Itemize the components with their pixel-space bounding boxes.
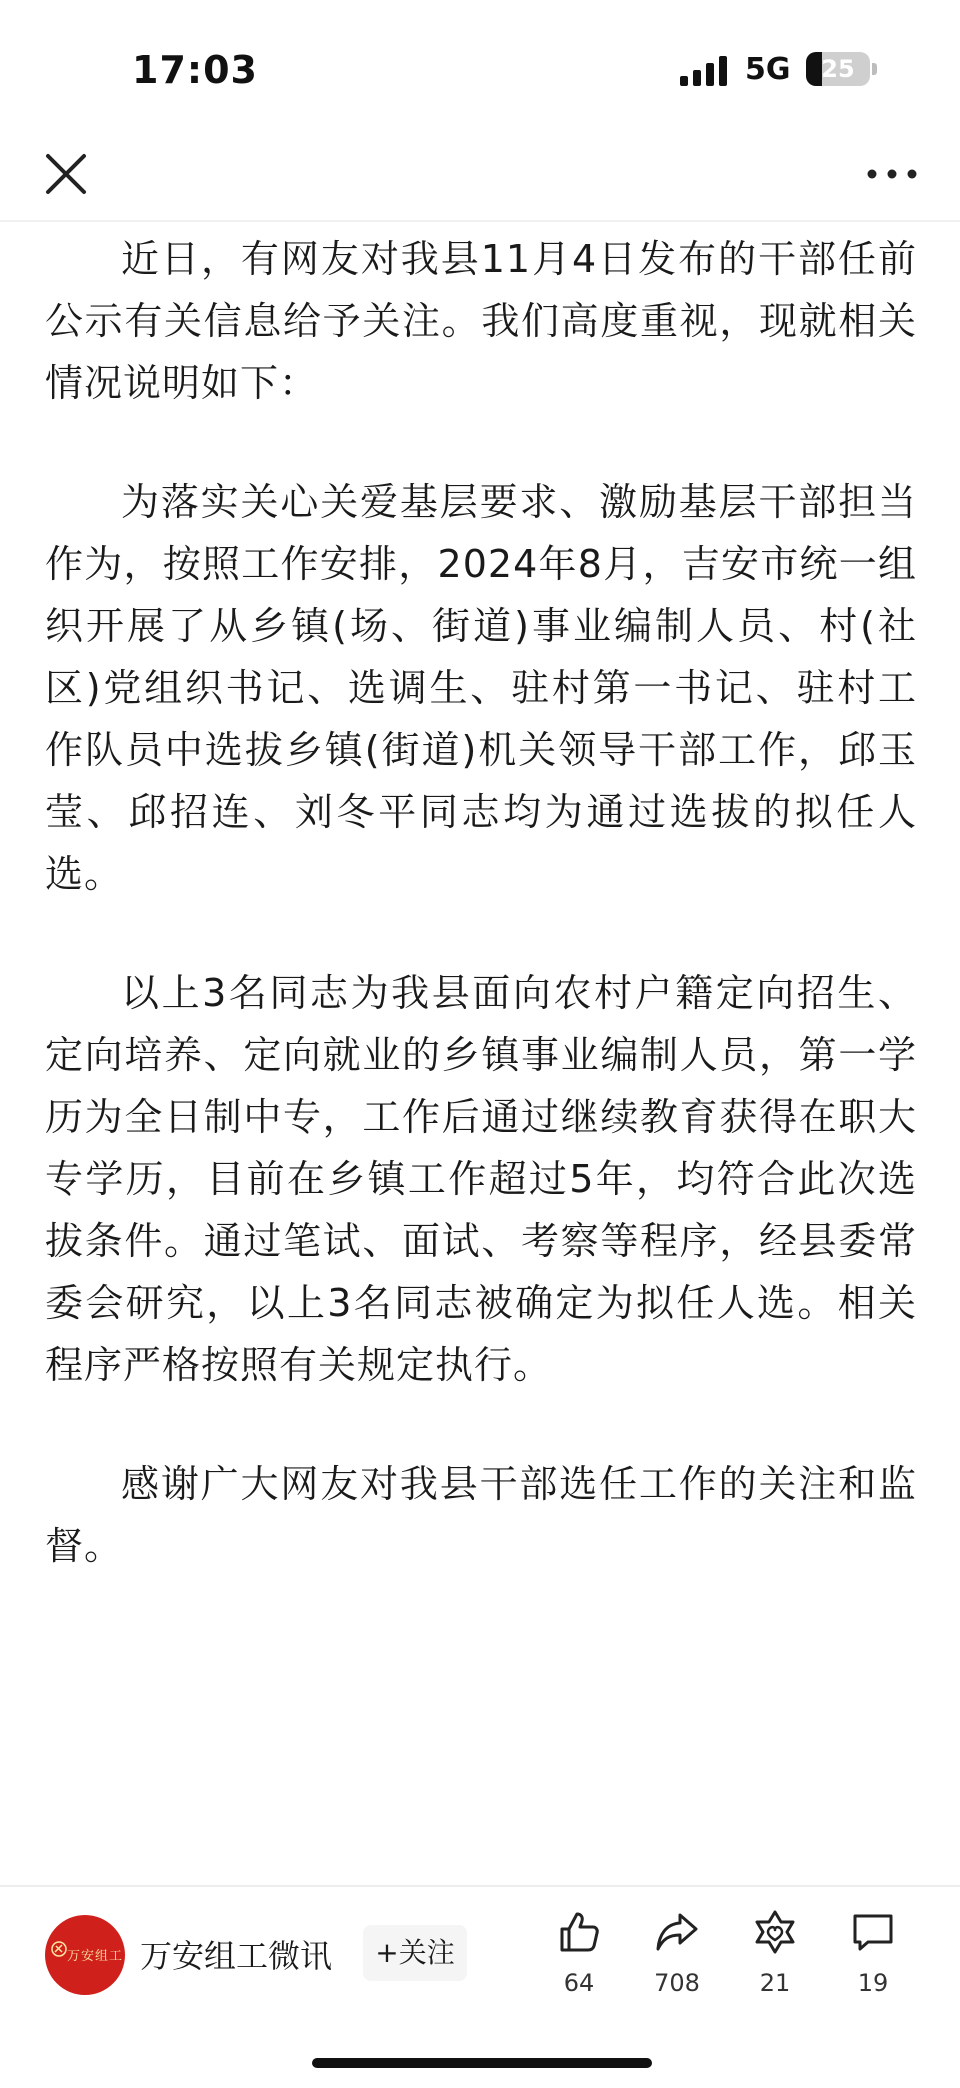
article-paragraph: 近日，有网友对我县11月4日发布的干部任前公示有关信息给予关注。我们高度重视，现就相关情况说明如下： [45, 237, 917, 405]
recommend-icon [752, 1909, 798, 1955]
share-count: 708 [654, 1969, 700, 1997]
recommend-count: 21 [759, 1969, 791, 1997]
more-icon[interactable] [862, 154, 922, 194]
nav-bar [0, 140, 960, 222]
article-body [45, 228, 917, 1634]
article-paragraph: 以上3名同志为我县面向农村户籍定向招生、定向培养、定向就业的乡镇事业编制人员，第一学历为全日制中专，工作后通过继续教育获得在职大专学历，目前在乡镇工作超过5年，均符合此次选拔条件。通过笔试、面试、考察等程序，经县委常委会研究，以上3名同志被确定为拟任人选。相关程序严格按照有关规定执行。 [45, 971, 917, 1387]
avatar-text: 万安组工 [67, 1949, 124, 1964]
network-type: 5G [745, 52, 791, 87]
recommend-button[interactable] [730, 1909, 820, 1997]
account-name[interactable]: 万安组工微讯 [140, 1937, 333, 1975]
status-time: 17:03 [132, 48, 258, 92]
comment-button[interactable] [828, 1909, 918, 1997]
battery-icon [806, 52, 870, 86]
share-icon [654, 1909, 700, 1955]
like-count: 64 [563, 1969, 595, 1997]
comment-icon [850, 1909, 896, 1955]
account-avatar[interactable] [45, 1915, 125, 1995]
article-paragraph: 为落实关心关爱基层要求、激励基层干部担当作为，按照工作安排，2024年8月，吉安市统一组织开展了从乡镇(场、街道)事业编制人员、村(社区)党组织书记、选调生、驻村第一书记、驻村工作队员中选拔乡镇(街道)机关领导干部工作，邱玉莹、邱招连、刘冬平同志均为通过选拔的拟任人选。 [45, 480, 917, 896]
like-button[interactable] [534, 1909, 624, 1997]
bottom-action-bar [0, 1885, 960, 2088]
battery-cap [872, 63, 877, 75]
follow-button[interactable]: +关注 [363, 1925, 467, 1981]
status-bar [0, 0, 960, 140]
comment-count: 19 [857, 1969, 889, 1997]
battery-level: 25 [821, 55, 855, 83]
thumbs-up-icon [556, 1909, 602, 1955]
share-button[interactable] [632, 1909, 722, 1997]
signal-icon [680, 56, 730, 86]
party-emblem-icon [51, 1941, 67, 1957]
home-indicator[interactable] [312, 2058, 652, 2068]
article-paragraph: 感谢广大网友对我县干部选任工作的关注和监督。 [45, 1462, 917, 1568]
close-icon[interactable] [40, 148, 92, 200]
